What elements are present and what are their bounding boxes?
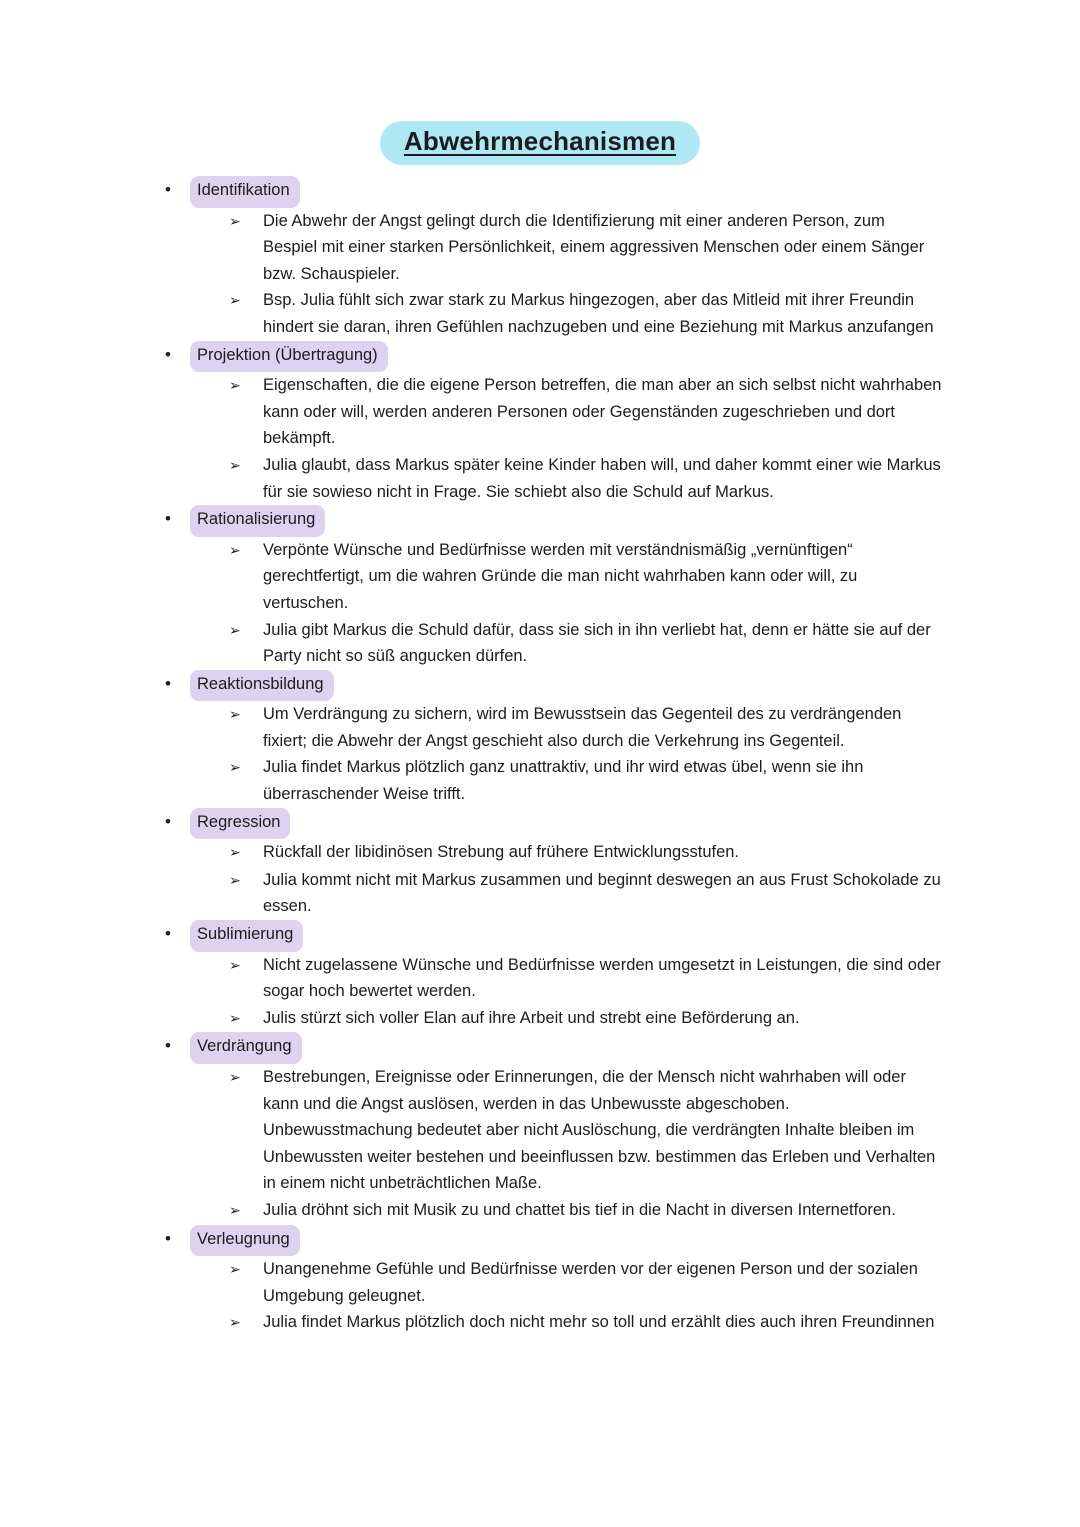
bullet-icon: •	[165, 673, 171, 693]
point-item	[0, 208, 1080, 288]
section	[0, 341, 1080, 506]
section-header	[0, 1225, 1080, 1257]
defense-mechanisms-list	[0, 176, 1080, 1337]
section-points	[0, 1064, 1080, 1225]
section-points	[0, 208, 1080, 341]
point-item	[0, 1064, 1080, 1197]
point-item	[0, 1256, 1080, 1309]
section-points	[0, 839, 1080, 920]
arrow-bullet-icon: ➢	[229, 622, 241, 639]
point-item	[0, 617, 1080, 670]
section	[0, 808, 1080, 920]
point-item	[0, 287, 1080, 340]
arrow-bullet-icon: ➢	[229, 542, 241, 559]
arrow-bullet-icon: ➢	[229, 457, 241, 474]
point-text: Julia dröhnt sich mit Musik zu und chattet bis tief in die Nacht in diversen Internetforen.	[263, 1200, 896, 1219]
point-item	[0, 867, 1080, 920]
section	[0, 505, 1080, 670]
point-text: Julia gibt Markus die Schuld dafür, dass sie sich in ihn verliebt hat, denn er hätte sie auf der Party nicht so süß angucken dürfen.	[263, 620, 931, 666]
section-points	[0, 537, 1080, 670]
point-item	[0, 1005, 1080, 1033]
section-header	[0, 808, 1080, 840]
bullet-icon: •	[165, 1036, 171, 1056]
point-item	[0, 1197, 1080, 1225]
point-item	[0, 839, 1080, 867]
arrow-bullet-icon: ➢	[229, 1315, 241, 1332]
title-highlight	[380, 121, 700, 165]
arrow-bullet-icon: ➢	[229, 293, 241, 310]
section-header	[0, 670, 1080, 702]
section-header	[0, 920, 1080, 952]
point-text: Um Verdrängung zu sichern, wird im Bewusstsein das Gegenteil des zu verdrängenden fixiert; die Abwehr der Angst geschieht also durch die Verkehrung ins Gegenteil.	[263, 705, 902, 750]
arrow-bullet-icon: ➢	[229, 378, 241, 395]
point-text: Julis stürzt sich voller Elan auf ihre Arbeit und strebt eine Beförderung an.	[263, 1008, 800, 1027]
point-item	[0, 372, 1080, 452]
point-item	[0, 754, 1080, 807]
bullet-icon: •	[165, 180, 171, 199]
section-label: Sublimierung	[197, 925, 294, 944]
section-label: Projektion (Übertragung)	[197, 345, 378, 364]
section-points	[0, 952, 1080, 1033]
point-item	[0, 1309, 1080, 1337]
section-label-highlight	[190, 670, 334, 702]
point-text: Rückfall der libidinösen Strebung auf frühere Entwicklungsstufen.	[263, 843, 740, 862]
section-label-highlight	[190, 176, 300, 208]
section-header	[0, 505, 1080, 537]
point-text: Julia kommt nicht mit Markus zusammen und beginnt deswegen an aus Frust Schokolade zu essen.	[263, 870, 941, 916]
section	[0, 176, 1080, 341]
bullet-icon: •	[165, 811, 171, 831]
arrow-bullet-icon: ➢	[229, 707, 241, 724]
arrow-bullet-icon: ➢	[229, 1202, 241, 1219]
section-label: Rationalisierung	[197, 510, 316, 529]
arrow-bullet-icon: ➢	[229, 845, 241, 862]
section	[0, 670, 1080, 808]
point-text: Unangenehme Gefühle und Bedürfnisse werden vor der eigenen Person und der sozialen Umgebung geleugnet.	[263, 1260, 918, 1305]
arrow-bullet-icon: ➢	[229, 1070, 241, 1086]
arrow-bullet-icon: ➢	[229, 760, 241, 777]
page-title: Abwehrmechanismen	[403, 126, 677, 156]
point-item	[0, 701, 1080, 754]
point-item	[0, 537, 1080, 617]
section-label-highlight	[190, 808, 290, 840]
point-item	[0, 952, 1080, 1005]
section-label-highlight	[190, 1032, 302, 1064]
point-text: Nicht zugelassene Wünsche und Bedürfnisse werden umgesetzt in Leistungen, die sind oder sogar hoch bewertet werden.	[263, 955, 941, 1001]
section-header	[0, 341, 1080, 373]
arrow-bullet-icon: ➢	[229, 213, 241, 230]
section-header	[0, 176, 1080, 208]
section-label-highlight	[190, 920, 303, 952]
arrow-bullet-icon: ➢	[229, 1010, 241, 1027]
section-label: Regression	[197, 812, 281, 831]
section	[0, 920, 1080, 1032]
point-text: Bsp. Julia fühlt sich zwar stark zu Markus hingezogen, aber das Mitleid mit ihrer Freundin hindert sie daran, ihren Gefühlen nachzugeben und eine Beziehung mit Markus anzufangen	[263, 291, 934, 336]
point-text: Julia glaubt, dass Markus später keine Kinder haben will, und daher kommt einer wie Markus für sie sowieso nicht in Frage. Sie schiebt also die Schuld auf Markus.	[263, 455, 941, 501]
point-text: Die Abwehr der Angst gelingt durch die Identifizierung mit einer anderen Person, zum Bespiel mit einer starken Persönlichkeit, einem aggressiven Menschen oder einem Sänger bzw. Schauspieler.	[263, 211, 925, 283]
arrow-bullet-icon: ➢	[229, 957, 241, 974]
section-label-highlight	[190, 1225, 300, 1257]
section-label-highlight	[190, 341, 388, 373]
section-label-highlight	[190, 505, 325, 537]
bullet-icon: •	[165, 1228, 171, 1248]
point-text: Verpönte Wünsche und Bedürfnisse werden mit verständnismäßig „vernünftigen“ gerechtfertigt, um die wahren Gründe die man nicht wahrhaben kann oder will, zu vertuschen.	[263, 540, 858, 612]
section-label: Verdrängung	[197, 1037, 292, 1056]
section-points	[0, 372, 1080, 505]
point-text: Julia findet Markus plötzlich ganz unattraktiv, und ihr wird etwas übel, wenn sie ihn überraschender Weise trifft.	[263, 758, 864, 804]
point-text: Eigenschaften, die die eigene Person betreffen, die man aber an sich selbst nicht wahrhaben kann oder will, werden anderen Personen oder Gegenständen zugeschrieben und dort bekämpft.	[263, 376, 942, 448]
section-header	[0, 1032, 1080, 1064]
point-text: Julia findet Markus plötzlich doch nicht mehr so toll und erzählt dies auch ihren Freundinnen	[263, 1313, 935, 1332]
point-item	[0, 452, 1080, 505]
section-points	[0, 1256, 1080, 1337]
section-points	[0, 701, 1080, 807]
bullet-icon: •	[165, 509, 171, 529]
section-label: Identifikation	[197, 181, 290, 199]
section	[0, 1032, 1080, 1224]
bullet-icon: •	[165, 344, 171, 364]
arrow-bullet-icon: ➢	[229, 872, 241, 889]
section-label: Verleugnung	[197, 1229, 290, 1248]
point-text: Bestrebungen, Ereignisse oder Erinnerungen, die der Mensch nicht wahrhaben will oder kann und die Angst auslösen, werden in das Unbewusste abgeschoben. Unbewusstmachung bedeutet aber nicht Auslöschung, die verdrängten Inhalte bleiben im Unbewussten weiter bestehen und beeinflussen bzw. bestimmen das Erleben und Verhalten in einem nicht unbeträchtlichen Maße.	[263, 1068, 936, 1193]
title-row	[0, 0, 1080, 165]
section-label: Reaktionsbildung	[197, 674, 324, 693]
section	[0, 1225, 1080, 1337]
arrow-bullet-icon: ➢	[229, 1262, 241, 1279]
bullet-icon: •	[165, 924, 171, 944]
